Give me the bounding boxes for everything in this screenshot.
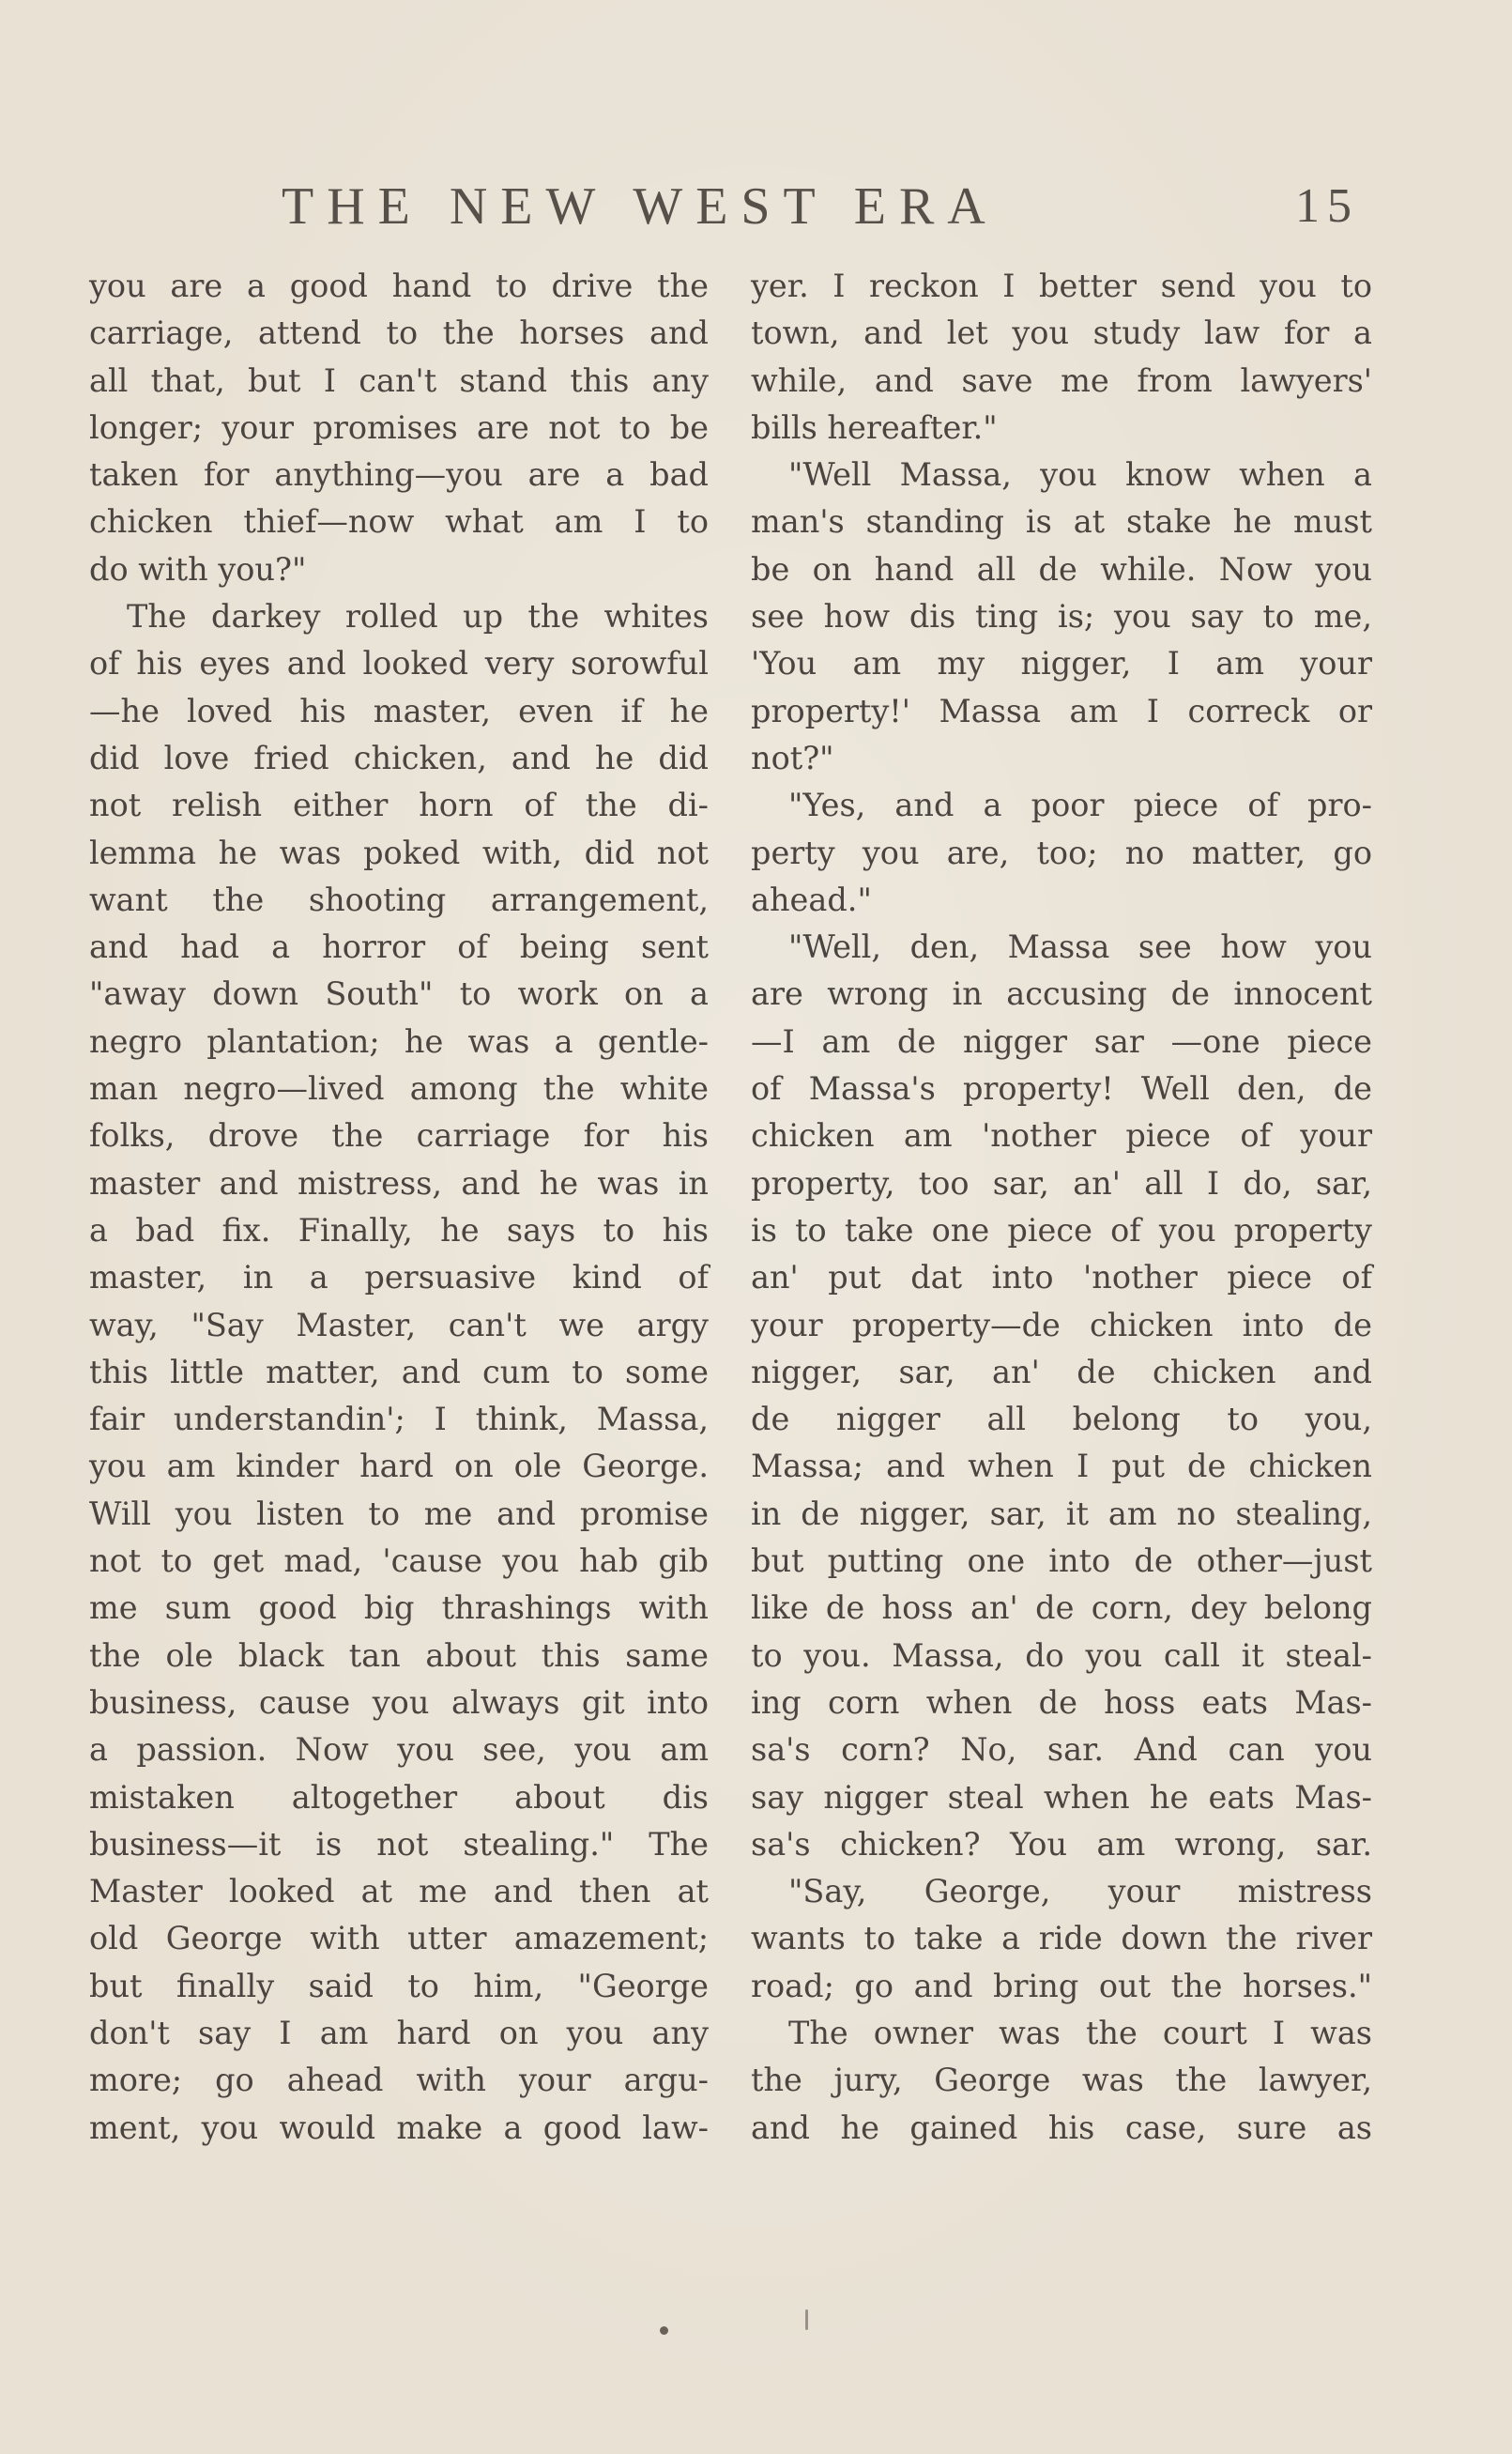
left-column-line: don't say I am hard on you any [89,2014,709,2051]
right-column-line: "Well, den, Massa see how you [788,928,1372,966]
right-column-line: property, too sar, an' all I do, sar, [751,1164,1372,1202]
left-column-line: "away down South" to work on a [89,975,709,1013]
right-column-line: and he gained his case, sure as [751,2109,1372,2146]
right-column-line: "Say, George, your mistress [788,1873,1372,1910]
right-column-line: like de hoss an' de corn, dey belong [751,1589,1372,1627]
right-column-line: while, and save me from lawyers' [751,361,1372,399]
left-column-line: business—it is not stealing." The [89,1825,709,1863]
left-column-line: this little matter, and cum to some [89,1353,709,1390]
left-column-line: not to get mad, 'cause you hab gib [89,1542,709,1580]
left-column-line: you are a good hand to drive the [89,268,709,304]
running-header [0,174,1512,239]
left-column-line: old George with utter amazement; [89,1920,709,1957]
left-column-line: The darkey rolled up the whites [127,598,709,636]
right-column-line: nigger, sar, an' de chicken and [751,1353,1372,1390]
right-column-line: "Yes, and a poor piece of pro- [788,787,1372,824]
right-column-line: The owner was the court I was [788,2014,1372,2051]
right-column-line: town, and let you study law for a [751,314,1372,352]
right-column-line: yer. I reckon I better send you to [751,268,1372,304]
right-column-line: 'You am my nigger, I am your [751,645,1372,683]
left-column-line: ment, you would make a good law- [89,2109,709,2146]
left-column-line: want the shooting arrangement, [89,881,709,918]
right-column-line: of Massa's property! Well den, de [751,1070,1372,1108]
right-column-line: but putting one into de other—just [751,1542,1372,1580]
left-column-line: folks, drove the carriage for his [89,1117,709,1155]
right-column-line: road; go and bring out the horses." [751,1967,1372,2004]
right-column-line: sa's chicken? You am wrong, sar. [751,1825,1372,1863]
left-column-line: mistaken altogether about dis [89,1778,709,1816]
right-column-line: man's standing is at stake he must [751,503,1372,541]
right-column-line: bills hereafter." [751,408,998,446]
left-column-line: not relish either horn of the di- [89,787,709,824]
page-number: 15 [1295,179,1359,233]
right-text-column [751,263,1372,2152]
right-column-line: chicken am 'nother piece of your [751,1117,1372,1155]
right-column-line: Massa; and when I put de chicken [751,1448,1372,1485]
right-column-line: property!' Massa am I correck or [751,692,1372,729]
right-column-line: sa's corn? No, sar. And can you [751,1731,1372,1769]
left-column-line: carriage, attend to the horses and [89,314,709,352]
left-column-line: a passion. Now you see, you am [89,1731,709,1769]
left-column-line: me sum good big thrashings with [89,1589,709,1627]
right-column-line: —I am de nigger sar —one piece [751,1022,1372,1060]
left-column-line: a bad fix. Finally, he says to his [89,1211,709,1249]
right-column-line: your property—de chicken into de [751,1306,1372,1343]
right-column-line: in de nigger, sar, it am no stealing, [751,1495,1372,1532]
left-column-line: do with you?" [89,550,307,588]
left-column-line: man negro—lived among the white [89,1070,709,1108]
right-column-line: de nigger all belong to you, [751,1401,1372,1438]
left-column-line: and had a horror of being sent [89,928,709,966]
right-column-line: are wrong in accusing de innocent [751,975,1372,1013]
right-column-line: see how dis ting is; you say to me, [751,598,1372,636]
left-column-line: more; go ahead with your argu- [89,2062,709,2099]
left-column-line: lemma he was poked with, did not [89,834,709,871]
right-column-line: to you. Massa, do you call it steal- [751,1636,1372,1674]
right-column-line: an' put dat into 'nother piece of [751,1259,1372,1296]
left-column-line: master and mistress, and he was in [89,1164,709,1202]
left-column-line: longer; your promises are not to be [89,408,709,446]
left-column-line: but finally said to him, "George [89,1967,709,2004]
left-column-line: business, cause you always git into [89,1683,709,1721]
right-column-line: is to take one piece of you property [751,1211,1372,1249]
right-column-line: perty you are, too; no matter, go [751,834,1372,871]
ink-speck [660,2326,668,2335]
right-column-line: "Well Massa, you know when a [788,456,1372,494]
running-title: THE NEW WEST ERA [282,177,999,236]
right-column-line: ing corn when de hoss eats Mas- [751,1683,1372,1721]
left-column-line: taken for anything—you are a bad [89,456,709,494]
right-column-line: not?" [751,739,834,776]
right-column-line: say nigger steal when he eats Mas- [751,1778,1372,1816]
left-column-line: the ole black tan about this same [89,1636,709,1674]
right-column-line: be on hand all de while. Now you [751,550,1372,588]
left-column-line: Master looked at me and then at [89,1873,709,1910]
left-column-line: negro plantation; he was a gentle- [89,1022,709,1060]
left-column-line: master, in a persuasive kind of [89,1259,709,1296]
left-text-column [89,263,709,2152]
left-column-line: Will you listen to me and promise [89,1495,709,1532]
right-column-line: wants to take a ride down the river [751,1920,1372,1957]
left-column-line: of his eyes and looked very sorowful [89,645,709,683]
left-column-line: did love fried chicken, and he did [89,739,709,776]
left-column-line: chicken thief—now what am I to [89,503,709,541]
left-column-line: you am kinder hard on ole George. [89,1448,709,1485]
left-column-line: fair understandin'; I think, Massa, [89,1401,709,1438]
right-column-line: the jury, George was the lawyer, [751,2062,1372,2099]
ink-speck [805,2309,808,2330]
left-column-line: way, "Say Master, can't we argy [89,1306,709,1343]
left-column-line: —he loved his master, even if he [89,692,709,729]
right-column-line: ahead." [751,881,872,918]
left-column-line: all that, but I can't stand this any [89,361,709,399]
